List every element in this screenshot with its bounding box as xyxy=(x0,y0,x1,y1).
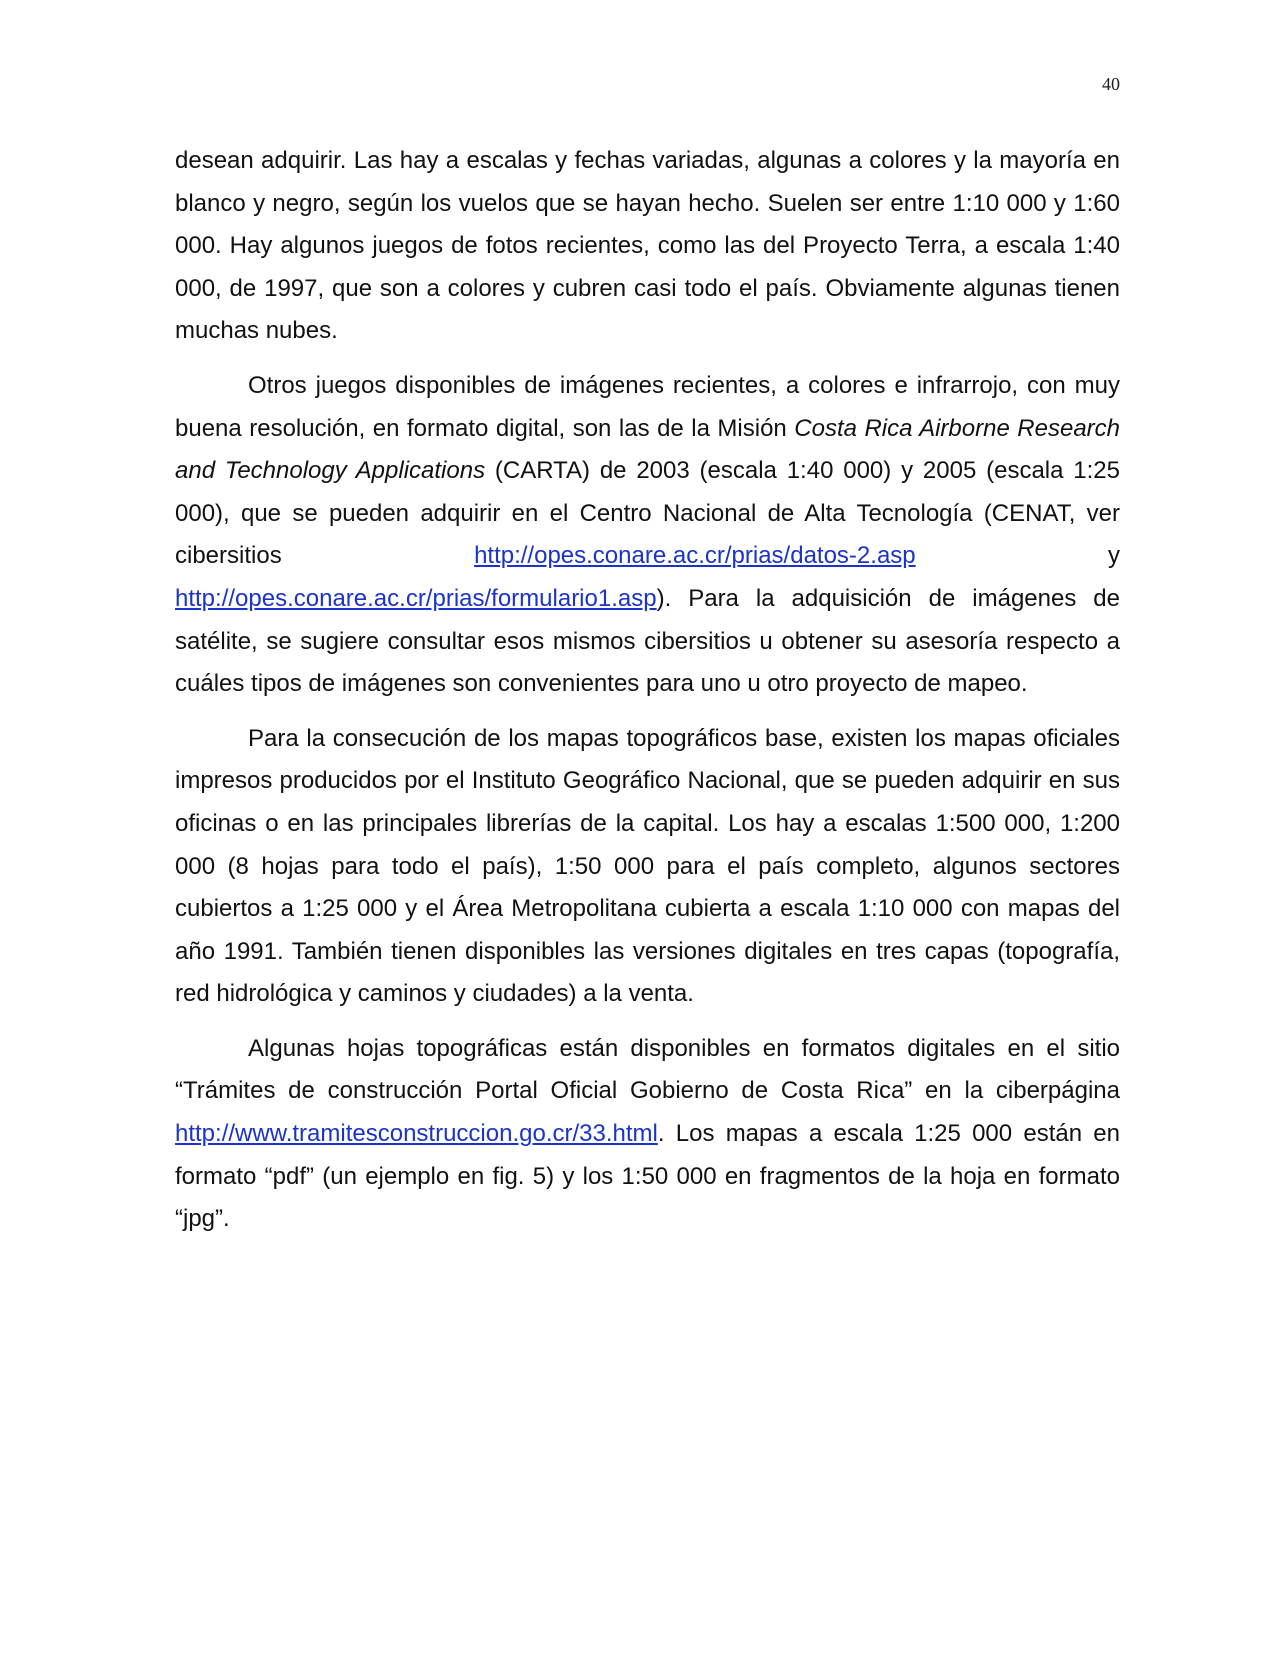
paragraph-2-text-1: Otros juegos disponibles de imágenes recientes, a colores e infrarrojo, con muy buena resolución, en formato digital, son las de la Misión xyxy=(175,371,1120,442)
paragraph-2-text-3: y xyxy=(915,542,1120,570)
paragraph-2 xyxy=(175,365,1120,706)
page-number: 40 xyxy=(1102,74,1120,94)
paragraph-2-text-4: ). Para la adquisición de imágenes de satélite, se sugiere consultar esos mismos cibersitios u obtener su asesoría respecto a cuáles tipos de imágenes son convenientes para uno u otro proyecto de mapeo. xyxy=(175,584,1120,698)
paragraph-4-text-2: . Los mapas a escala 1:25 000 están en formato “pdf” (un ejemplo en fig. 5) y los 1:50 000 en fragmentos de la hoja en formato “jpg”. xyxy=(175,1120,1120,1233)
paragraph-1: desean adquirir. Las hay a escalas y fechas variadas, algunas a colores y la mayoría en blanco y negro, según los vuelos que se hayan hecho. Suelen ser entre 1:10 000 y 1:60 000. Hay algunos juegos de fotos recientes, como las del Proyecto Terra, a escala 1:40 000, de 1997, que son a colores y cubren casi todo el país. Obviamente algunas tienen muchas nubes. xyxy=(175,147,1120,345)
document-body xyxy=(175,140,1120,1253)
link-formulario[interactable]: http://opes.conare.ac.cr/prias/formulario1.asp xyxy=(175,584,657,612)
paragraph-2-text-2: (CARTA) de 2003 (escala 1:40 000) y 2005 (escala 1:25 000), que se pueden adquirir en el Centro Nacional de Alta Tecnología (CENAT, ver cibersitios xyxy=(175,457,1120,570)
link-datos[interactable]: http://opes.conare.ac.cr/prias/datos-2.asp xyxy=(474,542,916,570)
link-tramites[interactable]: http://www.tramitesconstruccion.go.cr/33.html xyxy=(175,1120,658,1148)
paragraph-3: Para la consecución de los mapas topográficos base, existen los mapas oficiales impresos producidos por el Instituto Geográfico Nacional, que se pueden adquirir en sus oficinas o en las principales librerías de la capital. Los hay a escalas 1:500 000, 1:200 000 (8 hojas para todo el país), 1:50 000 para el país completo, algunos sectores cubiertos a 1:25 000 y el Área Metropolitana cubierta a escala 1:10 000 con mapas del año 1991. También tienen disponibles las versiones digitales en tres capas (topografía, red hidrológica y caminos y ciudades) a la venta. xyxy=(175,724,1120,1008)
paragraph-2-italic-title: Costa Rica Airborne Research and Technology Applications xyxy=(175,414,1121,485)
paragraph-4-text-1: Algunas hojas topográficas están disponibles en formatos digitales en el sitio “Trámites de construcción Portal Oficial Gobierno de Costa Rica” en la ciberpágina xyxy=(175,1034,1120,1105)
paragraph-4 xyxy=(175,1028,1120,1241)
